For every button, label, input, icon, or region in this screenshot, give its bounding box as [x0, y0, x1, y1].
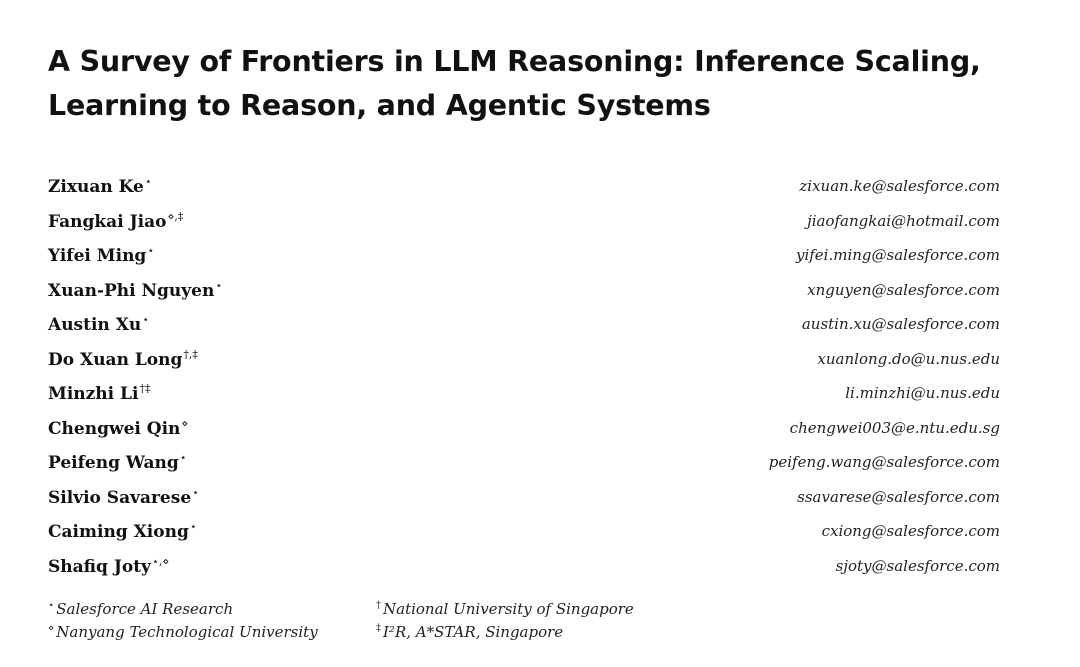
author-email: zixuan.ke@salesforce.com: [799, 177, 1000, 195]
author-name: Xuan-Phi Nguyen⋆: [48, 278, 223, 301]
affiliation-marks: ⋄: [181, 416, 189, 430]
affiliation-marks: ⋆: [215, 278, 223, 292]
author-list: [48, 171, 1000, 585]
author-row: [48, 413, 1000, 448]
affiliation-mark: ⋄: [48, 623, 55, 634]
author-name: Yifei Ming⋆: [48, 244, 155, 266]
author-name: Austin Xu⋆: [48, 313, 150, 335]
author-row: [48, 516, 1000, 551]
affiliation-marks: ⋆: [189, 520, 197, 533]
affiliation-mark: ‡: [376, 623, 381, 634]
author-email: peifeng.wang@salesforce.com: [768, 453, 1000, 471]
title-line-2: Learning to Reason, and Agentic Systems: [48, 89, 711, 122]
affiliation-marks: ⋆: [179, 451, 187, 464]
affiliation-marks: †‡: [139, 382, 151, 395]
author-email: yifei.ming@salesforce.com: [795, 246, 1000, 264]
author-name: Do Xuan Long†,‡: [48, 347, 198, 370]
affiliation-item: ⋆ Salesforce AI Research: [48, 600, 234, 618]
author-email: cxiong@salesforce.com: [821, 522, 1000, 540]
author-row: [48, 447, 1000, 482]
affiliation-marks: ⋆: [147, 244, 155, 257]
author-email: xuanlong.do@u.nus.edu: [817, 349, 1000, 368]
author-email: ssavarese@salesforce.com: [797, 487, 1000, 506]
affiliation-item: ‡ I²R, A*STAR, Singapore: [376, 623, 564, 641]
affiliation-marks: ⋆: [142, 313, 150, 326]
affiliation-marks: ⋄,‡: [167, 209, 184, 223]
author-row: [48, 206, 1000, 241]
title-line-1: A Survey of Frontiers in LLM Reasoning: Inference Scaling,: [48, 45, 981, 78]
author-row: [48, 378, 1000, 413]
author-email: sjoty@salesforce.com: [835, 556, 1000, 575]
author-row: [48, 171, 1000, 206]
author-row: [48, 551, 1000, 586]
affiliation-mark: †: [376, 600, 381, 611]
author-name: Fangkai Jiao⋄,‡: [48, 209, 184, 232]
affiliation-marks: ⋆,⋄: [151, 554, 170, 568]
affiliation-item: † National University of Singapore: [376, 600, 634, 618]
affiliation-mark: ⋆: [48, 600, 55, 611]
author-row: [48, 482, 1000, 517]
author-name: Chengwei Qin⋄: [48, 416, 189, 439]
author-row: [48, 275, 1000, 310]
affiliation-marks: †,‡: [183, 347, 198, 361]
affiliation-item: ⋄ Nanyang Technological University: [48, 623, 318, 641]
author-email: jiaofangkai@hotmail.com: [807, 211, 1000, 230]
author-row: [48, 309, 1000, 344]
author-name: Minzhi Li†‡: [48, 382, 151, 404]
author-row: [48, 344, 1000, 379]
author-email: austin.xu@salesforce.com: [801, 315, 1000, 333]
affiliation-marks: ⋆: [144, 175, 152, 188]
author-email: li.minzhi@u.nus.edu: [845, 384, 1000, 402]
author-name: Zixuan Ke⋆: [48, 175, 152, 197]
author-name: Silvio Savarese⋆: [48, 485, 200, 508]
author-row: [48, 240, 1000, 275]
paper-title: [48, 40, 1048, 128]
author-name: Shafiq Joty⋆,⋄: [48, 554, 170, 577]
author-email: xnguyen@salesforce.com: [807, 280, 1000, 299]
author-name: Caiming Xiong⋆: [48, 520, 197, 542]
author-email: chengwei003@e.ntu.edu.sg: [789, 418, 1000, 437]
author-name: Peifeng Wang⋆: [48, 451, 187, 473]
affiliation-marks: ⋆: [192, 485, 200, 499]
